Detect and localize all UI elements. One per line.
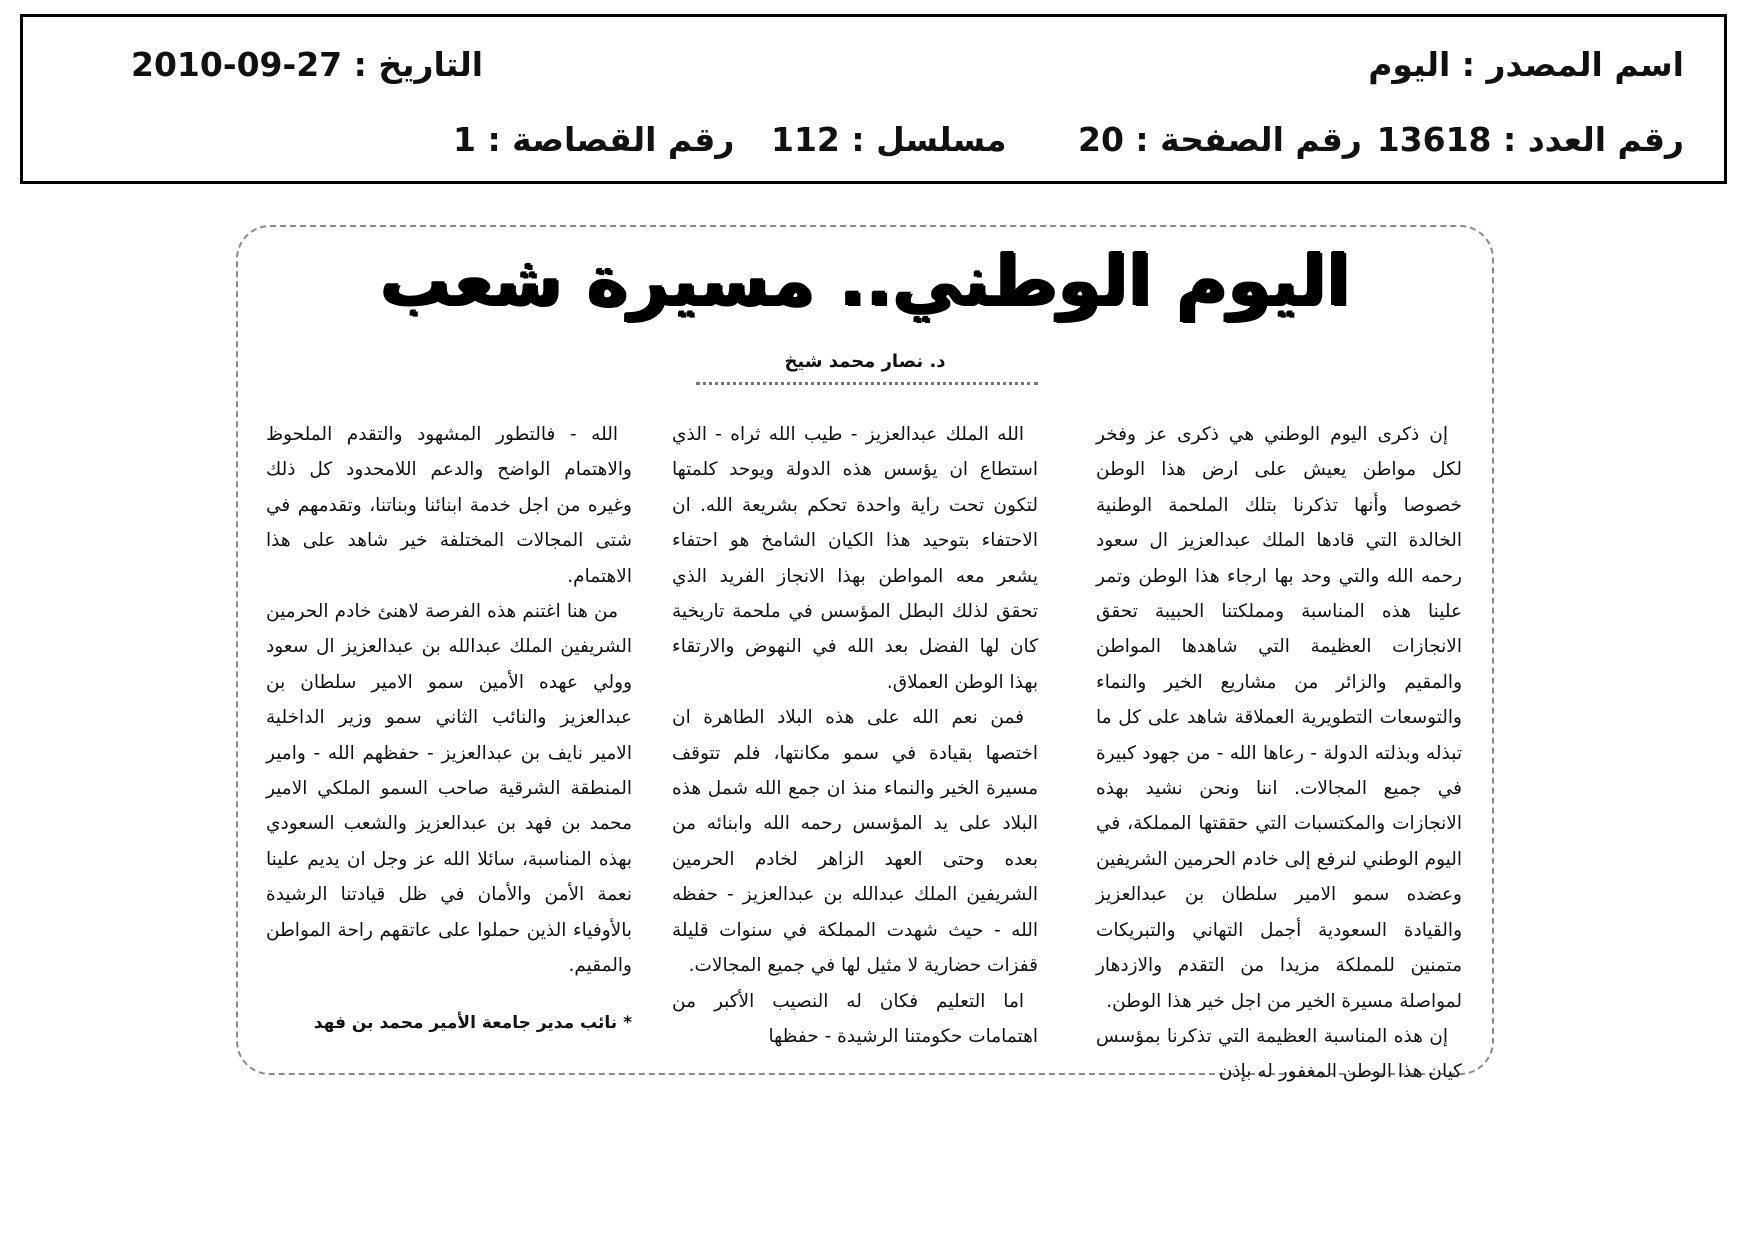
- article-column-1: [1096, 417, 1462, 1083]
- issue-number: رقم العدد : 13618: [1376, 120, 1684, 159]
- clipping-number: رقم القصاصة : 1: [453, 120, 735, 159]
- article-headline: اليوم الوطني.. مسيرة شعب: [379, 239, 1351, 321]
- article-column-3: [266, 417, 632, 987]
- article-paragraph: الله - فالتطور المشهود والتقدم الملحوظ والاهتمام الواضح والدعم اللامحدود كل ذلك وغيره من اجل خدمة ابنائنا وبناتنا، وتقدمهم في شتى المجالات المختلفة خير شاهد على هذا الاهتمام.: [266, 424, 632, 587]
- article-paragraph: إن هذه المناسبة العظيمة التي تذكرنا بمؤسس كيان هذا الوطن المغفور له بإذن: [1096, 1025, 1462, 1083]
- source-name: اسم المصدر : اليوم: [1368, 45, 1684, 84]
- article-paragraph: فمن نعم الله على هذه البلاد الطاهرة ان اختصها بقيادة في سمو مكانتها، فلم تتوقف مسيرة الخير والنماء منذ ان جمع الله شمل هذه البلاد على يد المؤسس رحمه الله وابنائه من بعده وحتى العهد الزاهر لخادم الحرمين الشريفين الملك عبدالله بن عبدالعزيز - حفظه الله - حيث شهدت المملكة في سنوات قليلة قفزات حضارية لا مثيل لها في جميع المجالات.: [672, 707, 1038, 977]
- publication-date: التاريخ : 27-09-2010: [131, 45, 484, 84]
- newspaper-clipping: [236, 225, 1494, 1083]
- clipping-metadata-box: [20, 14, 1727, 184]
- article-column-2: [672, 417, 1038, 1053]
- article-byline: د. نصار محمد شيخ: [784, 351, 946, 372]
- author-signature: * نائب مدير جامعة الأمير محمد بن فهد: [313, 1013, 632, 1033]
- article-paragraph: إن ذكرى اليوم الوطني هي ذكرى عز وفخر لكل مواطن يعيش على ارض هذا الوطن خصوصا وأنها تذكرنا بتلك الملحمة الوطنية الخالدة التي قادها الملك عبدالعزيز ال سعود رحمه الله والتي وحد بها ارجاء هذا الوطن وتمر علينا هذه المناسبة ومملكتنا الحبيبة تحقق الانجازات العظيمة التي شاهدها المواطن والمقيم والزائر من مشاريع الخير والنماء والتوسعات التطويرية العملاقة شاهد على كل ما تبذله وبذلته الدولة - رعاها الله - من جهود كبيرة في جميع المجالات. اننا ونحن نشيد بهذه الانجازات والمكتسبات التي حققتها المملكة، في اليوم الوطني لنرفع إلى خادم الحرمين الشريفين وعضده سمو الامير سلطان بن عبدالعزيز والقيادة السعودية أجمل التهاني والتبريكات متمنين للمملكة مزيدا من التقدم والازدهار لمواصلة مسيرة الخير من اجل خير هذا الوطن.: [1096, 424, 1462, 1012]
- article-paragraph: الله الملك عبدالعزيز - طيب الله ثراه - الذي استطاع ان يؤسس هذه الدولة ويوحد كلمتها لتكون تحت راية واحدة تحكم بشريعة الله. ان الاحتفاء بتوحيد هذا الكيان الشامخ هو احتفاء يشعر معه المواطن بهذا الانجاز الفريد الذي تحقق لذلك البطل المؤسس في ملحمة تاريخية كان لها الفضل بعد الله في النهوض والارتقاء بهذا الوطن العملاق.: [672, 424, 1038, 693]
- article-paragraph: من هنا اغتنم هذه الفرصة لاهنئ خادم الحرمين الشريفين الملك عبدالله بن عبدالعزيز ال سعود وولي عهده الأمين سمو الامير سلطان بن عبدالعزيز والنائب الثاني سمو وزير الداخلية الامير نايف بن عبدالعزيز - حفظهم الله - وامير المنطقة الشرقية صاحب السمو الملكي الامير محمد بن فهد بن عبدالعزيز والشعب السعودي بهذه المناسبة، سائلا الله عز وجل ان يديم علينا نعمة الأمن والأمان في ظل قيادتنا الرشيدة بالأوفياء الذين حملوا على عاتقهم راحة المواطن والمقيم.: [266, 601, 632, 977]
- byline-divider: [696, 382, 1038, 385]
- article-paragraph: اما التعليم فكان له النصيب الأكبر من اهتمامات حكومتنا الرشيدة - حفظها: [672, 990, 1038, 1047]
- serial-number: مسلسل : 112: [771, 120, 1007, 159]
- page-number: رقم الصفحة : 20: [1078, 120, 1362, 159]
